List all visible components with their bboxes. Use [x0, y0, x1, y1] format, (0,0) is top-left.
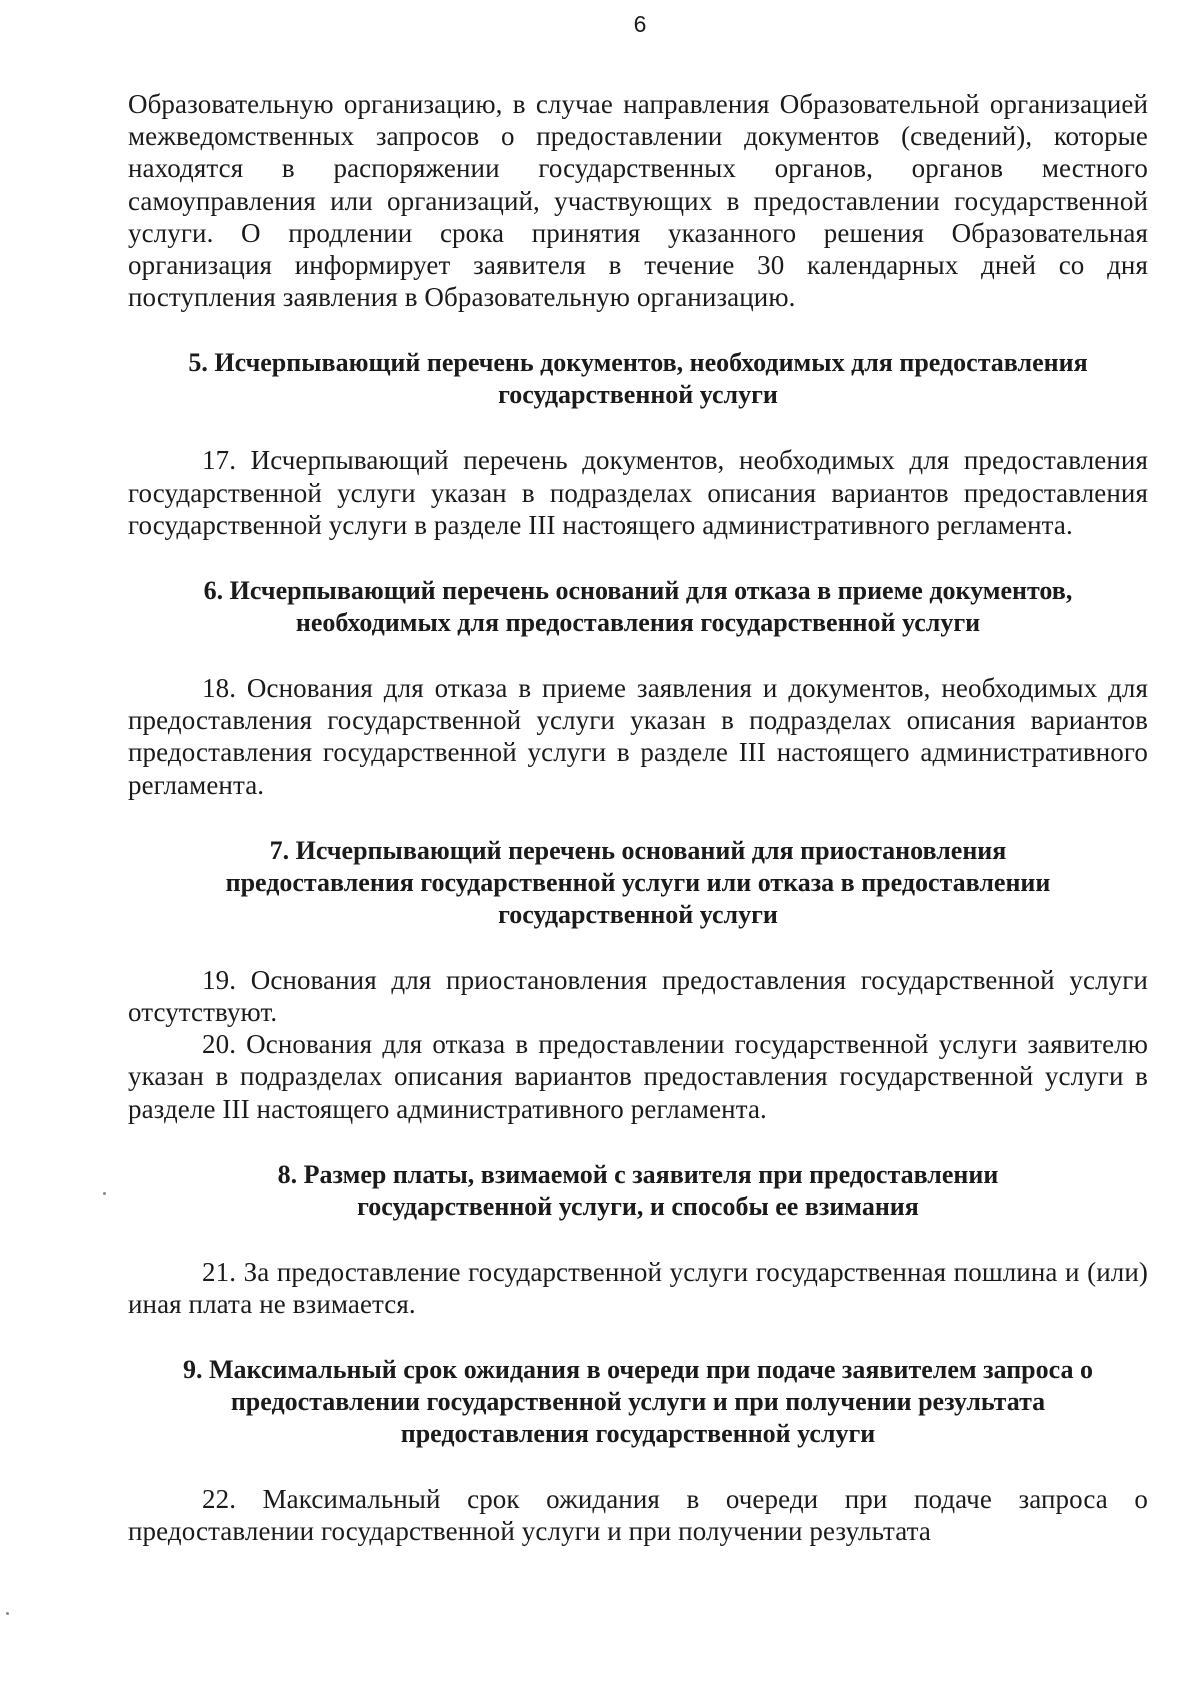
- page-number: 6: [633, 11, 647, 37]
- section-5-heading: [128, 347, 1148, 411]
- scan-speck: [6, 1612, 9, 1615]
- heading-line: государственной услуги: [498, 380, 778, 410]
- paragraph-22: 22. Максимальный срок ожидания в очереди при подаче запроса о предоставлении государственной услуги и при получении результата: [128, 1484, 1148, 1547]
- heading-line: предоставлении государственной услуги и при получении результата: [230, 1387, 1046, 1417]
- paragraph-20: 20. Основания для отказа в предоставлении государственной услуги заявителю указан в подразделах описания вариантов предоставления государственной услуги в разделе III настоящего административного регламента.: [128, 1029, 1148, 1124]
- heading-line: 6. Исчерпывающий перечень оснований для отказа в приеме документов,: [203, 576, 1073, 606]
- heading-line: 8. Размер платы, взимаемой с заявителя при предоставлении: [277, 1159, 999, 1189]
- heading-line: государственной услуги: [498, 899, 778, 929]
- section-9-heading: [128, 1354, 1148, 1450]
- document-body: [128, 88, 1148, 1548]
- paragraph-18: 18. Основания для отказа в приеме заявления и документов, необходимых для предоставления государственной услуги указан в подразделах описания вариантов предоставления государственной услуги в разделе III настоящего административного регламента.: [128, 673, 1148, 800]
- heading-line: 5. Исчерпывающий перечень документов, необходимых для предоставления: [188, 348, 1088, 378]
- section-7-heading: [128, 835, 1148, 931]
- scan-speck: [103, 1192, 106, 1195]
- heading-line: государственной услуги, и способы ее взимания: [357, 1191, 919, 1221]
- heading-line: предоставления государственной услуги: [400, 1419, 876, 1449]
- paragraph-21: 21. За предоставление государственной услуги государственная пошлина и (или) иная плата не взимается.: [128, 1256, 1148, 1320]
- heading-line: 9. Максимальный срок ожидания в очереди при подаче заявителем запроса о: [182, 1355, 1093, 1385]
- heading-line: необходимых для предоставления государственной услуги: [295, 608, 981, 638]
- paragraph-17: 17. Исчерпывающий перечень документов, необходимых для предоставления государственной услуги указан в подразделах описания вариантов предоставления государственной услуги в разделе III настоящего административного регламента.: [128, 445, 1148, 540]
- heading-line: предоставления государственной услуги или отказа в предоставлении: [225, 867, 1051, 897]
- section-8-heading: [128, 1159, 1148, 1223]
- paragraph-intro: Образовательную организацию, в случае направления Образовательной организацией межведомственных запросов о предоставлении документов (сведений), которые находятся в распоряжении государственных органов, органов местного самоуправления или организаций, участвующих в предоставлении государственной услуги. О продлении срока принятия указанного решения Образовательная организация информирует заявителя в течение 30 календарных дней со дня поступления заявления в Образовательную организацию.: [128, 89, 1148, 313]
- paragraph-19: 19. Основания для приостановления предоставления государственной услуги отсутствуют.: [128, 964, 1148, 1028]
- heading-line: 7. Исчерпывающий перечень оснований для приостановления: [269, 835, 1007, 865]
- section-6-heading: [128, 575, 1148, 639]
